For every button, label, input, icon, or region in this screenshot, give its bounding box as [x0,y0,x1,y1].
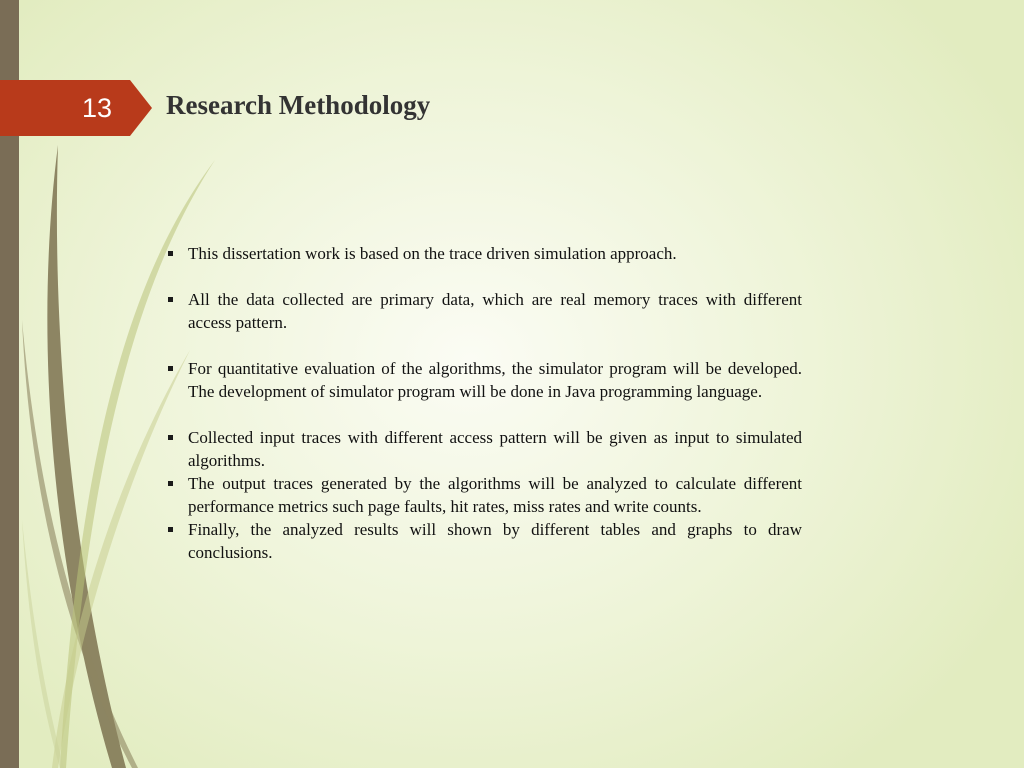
square-bullet-icon [168,435,173,440]
bullet-text: Collected input traces with different access pattern will be given as input to simulated algorithms. [188,428,802,470]
bullet-item [166,426,802,472]
bullet-item [166,288,802,334]
bullet-item [166,242,802,265]
bullet-text: Finally, the analyzed results will shown by different tables and graphs to draw conclusions. [188,520,802,562]
bullet-text: The output traces generated by the algorithms will be analyzed to calculate different performance metrics such page faults, hit rates, miss rates and write counts. [188,474,802,516]
square-bullet-icon [168,251,173,256]
bullet-item [166,357,802,403]
square-bullet-icon [168,527,173,532]
bullet-text: This dissertation work is based on the trace driven simulation approach. [188,244,677,263]
bullet-item [166,518,802,564]
bullet-item [166,472,802,518]
square-bullet-icon [168,481,173,486]
bullet-text: For quantitative evaluation of the algorithms, the simulator program will be developed. The development of simulator program will be done in Java programming language. [188,359,802,401]
slide-title: Research Methodology [166,90,431,120]
bullet-text: All the data collected are primary data, which are real memory traces with different access pattern. [188,290,802,332]
bullet-list [166,242,802,564]
square-bullet-icon [168,366,173,371]
square-bullet-icon [168,297,173,302]
slide-number: 13 [81,93,113,123]
